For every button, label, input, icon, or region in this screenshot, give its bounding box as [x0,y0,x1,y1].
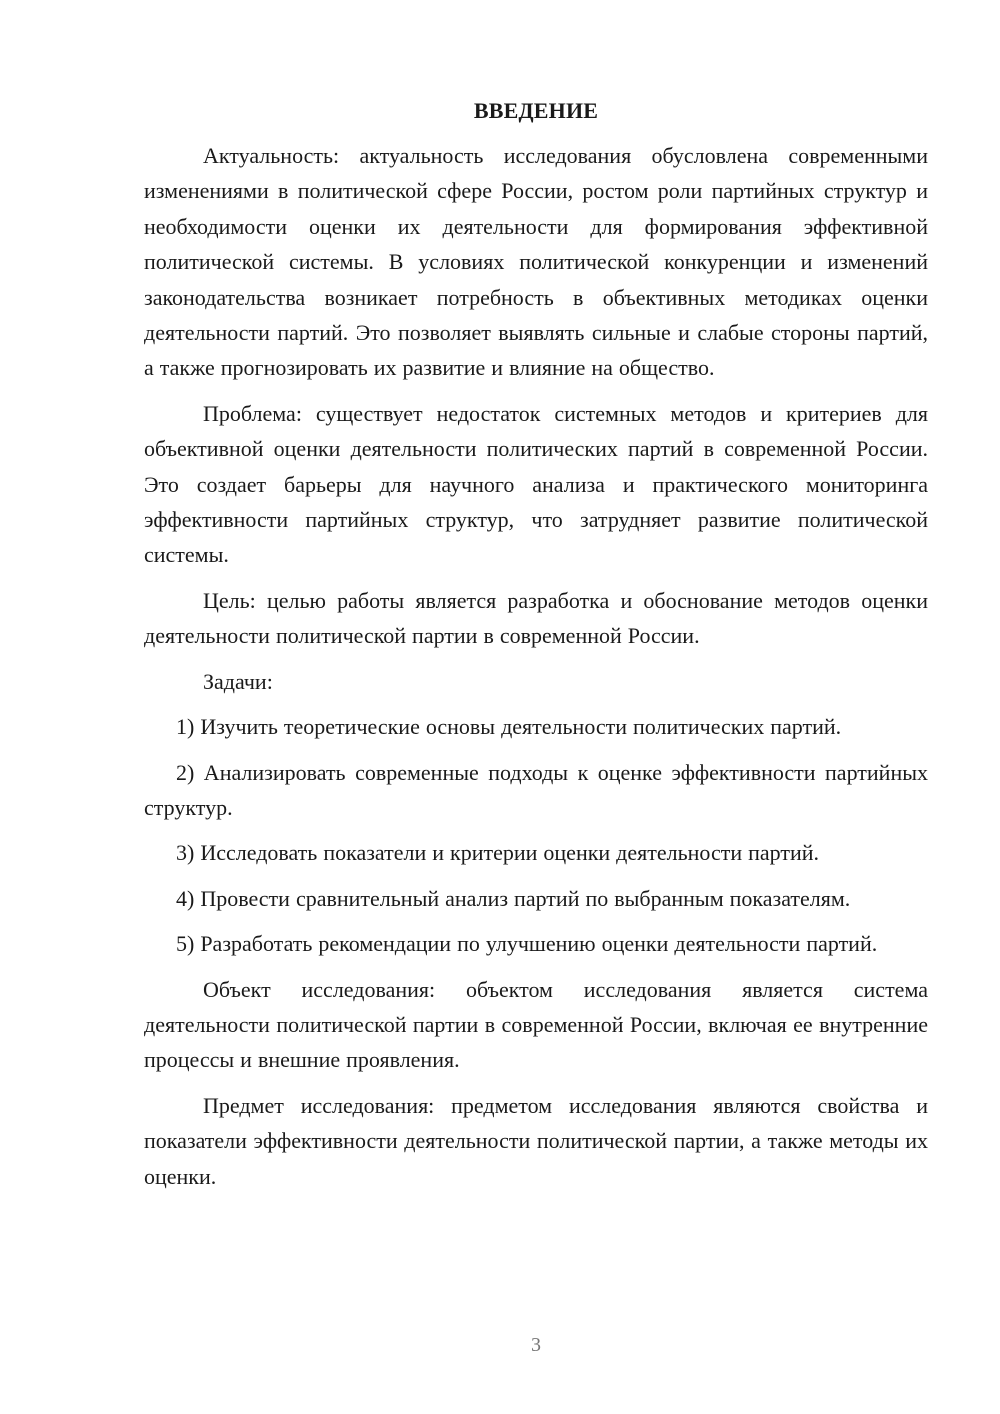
goal-paragraph: Цель: целью работы является разработка и обоснование методов оценки деятельности политической партии в современной России. [144,587,928,649]
task-item-4: 4) Провести сравнительный анализ партий по выбранным показателям. [176,885,851,911]
problem-paragraph: Проблема: существует недостаток системных методов и критериев для объективной оценки деятельности политических партий в современной России. Это создает барьеры для научного анализа и практического мониторинга эффективности партийных структур, что затрудняет развитие политической системы. [144,400,928,568]
object-paragraph: Объект исследования: объектом исследования является система деятельности политической партии в современной России, включая ее внутренние процессы и внешние проявления. [144,976,928,1073]
page-number: 3 [531,1334,541,1356]
relevance-paragraph: Актуальность: актуальность исследования обусловлена современными изменениями в политической сфере России, ростом роли партийных структур и необходимости оценки их деятельности для формирования эффективной политической системы. В условиях политической конкуренции и изменений законодательства возникает потребность в объективных методиках оценки деятельности партий. Это позволяет выявлять сильные и слабые стороны партий, а также прогнозировать их развитие и влияние на общество. [144,143,928,381]
task-item-3: 3) Исследовать показатели и критерии оценки деятельности партий. [176,840,820,866]
tasks-heading: Задачи: [203,668,273,694]
task-item-2: 2) Анализировать современные подходы к оценке эффективности партийных структур. [144,759,928,820]
page-title: ВВЕДЕНИЕ [473,98,599,123]
task-item-5: 5) Разработать рекомендации по улучшению оценки деятельности партий. [176,931,878,957]
task-item-1: 1) Изучить теоретические основы деятельности политических партий. [176,714,842,740]
page-content [144,96,928,1204]
subject-paragraph: Предмет исследования: предметом исследования являются свойства и показатели эффективности деятельности политической партии, а также методы их оценки. [144,1092,928,1189]
